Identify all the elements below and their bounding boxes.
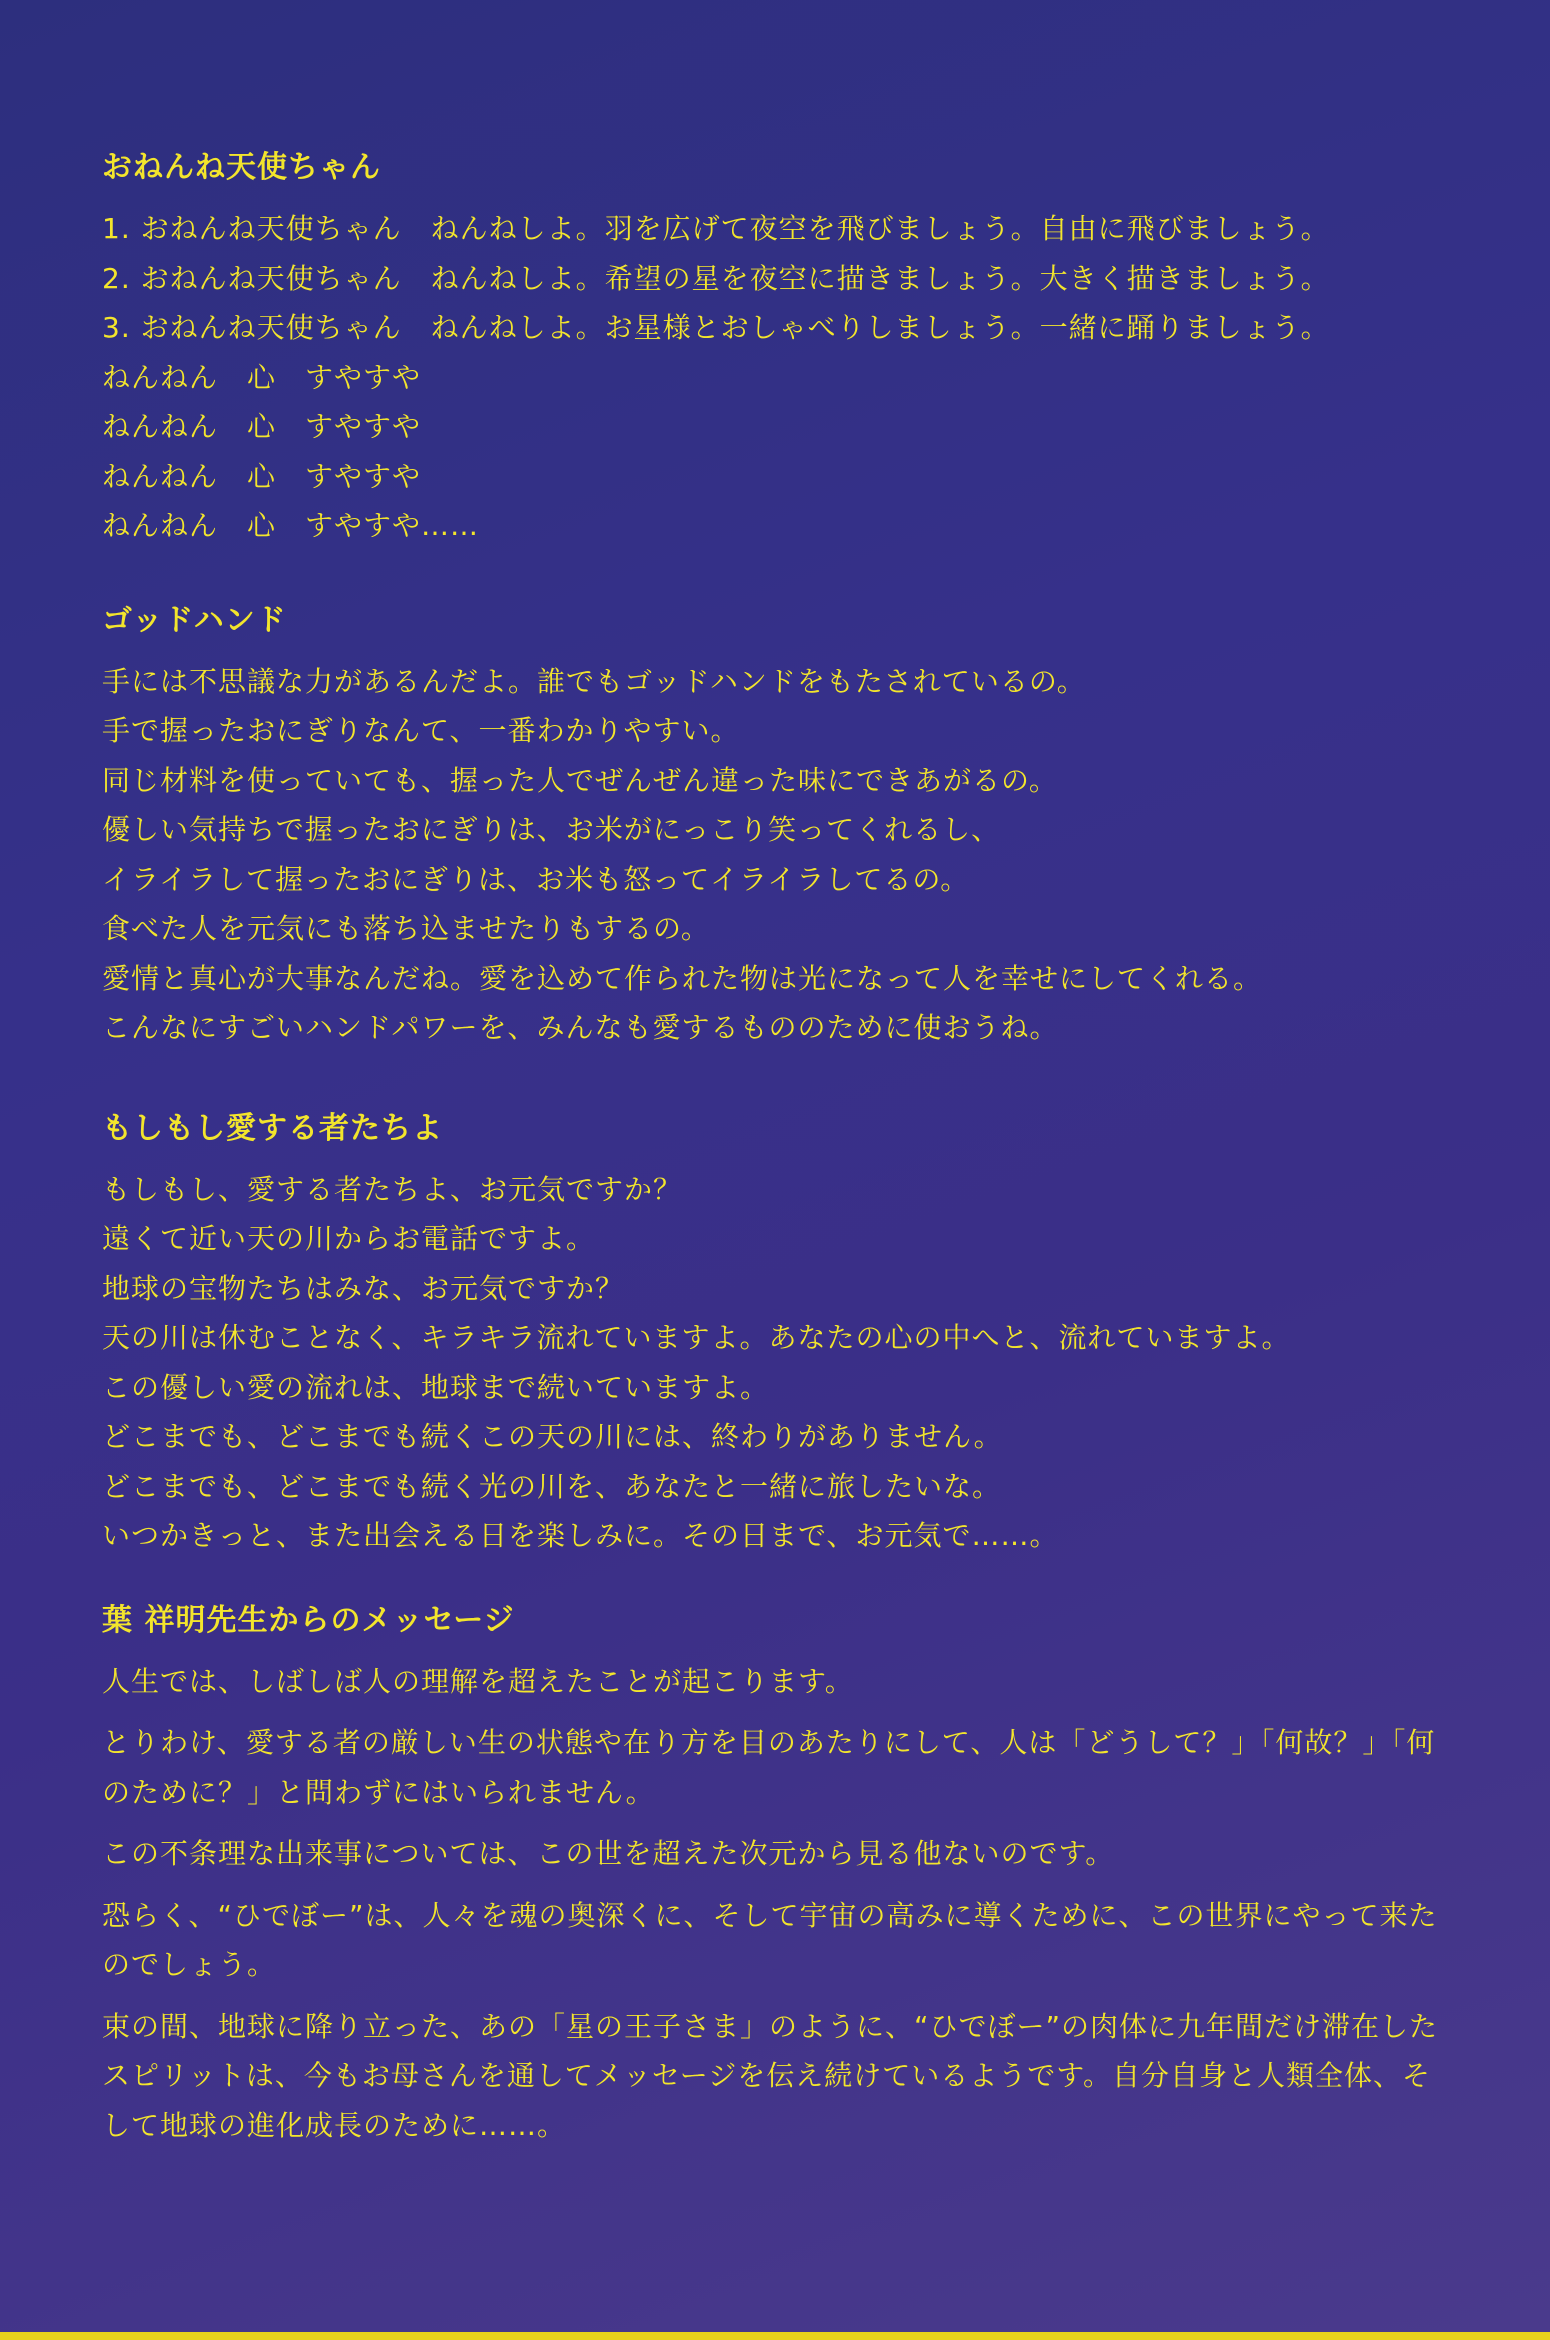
lyric-line: もしもし、愛する者たちよ、お元気ですか？ — [102, 1172, 683, 1206]
message-paragraph: 恐らく、“ひでぼー”は、人々を魂の奥深くに、そして宇宙の高みに導くために、この世界にやって来たのでしょう。 — [102, 1898, 1438, 1981]
lyric-line: どこまでも、どこまでも続く光の川を、あなたと一緒に旅したいな。 — [102, 1469, 1002, 1503]
section-spacer — [102, 551, 1442, 603]
lyric-line: 3. おねんね天使ちゃん ねんねしよ。お星様とおしゃべりしましょう。一緒に踊りましょう。 — [102, 311, 1330, 344]
lyric-line: ねんねん 心 すやすや…… — [102, 509, 480, 542]
message-paragraph: 人生では、しばしば人の理解を超えたことが起こります。 — [102, 1664, 854, 1698]
message-paragraph: とりわけ、愛する者の厳しい生の状態や在り方を目のあたりにして、人は「どうして？」「何故？」「何のために？」と問わずにはいられません。 — [102, 1726, 1436, 1809]
song-title-moshimoshi: もしもし愛する者たちよ — [102, 1110, 443, 1146]
lyric-line: こんなにすごいハンドパワーを、みんなも愛するもののために使おうね。 — [102, 1011, 1059, 1044]
message-section — [102, 1603, 1442, 2151]
song-onenne — [102, 150, 1442, 551]
message-paragraph: この不条理な出来事については、この世を超えた次元から見る他ないのです。 — [102, 1837, 1115, 1870]
lyric-line: 地球の宝物たちはみな、お元気ですか？ — [102, 1271, 625, 1305]
song-godhand — [102, 603, 1442, 1053]
song-moshimoshi — [102, 1111, 1442, 1561]
message-title: 葉 祥明先生からのメッセージ — [102, 1602, 515, 1638]
lyric-line: この優しい愛の流れは、地球まで続いていますよ。 — [102, 1370, 770, 1404]
lyric-line: 同じ材料を使っていても、握った人でぜんぜん違った味にできあがるの。 — [102, 763, 1058, 797]
lyric-line: ねんねん 心 すやすや — [102, 410, 422, 443]
lyric-line: 食べた人を元気にも落ち込ませたりもするの。 — [102, 912, 710, 945]
lyric-line: いつかきっと、また出会える日を楽しみに。その日まで、お元気で……。 — [102, 1519, 1059, 1552]
lyric-line: 愛情と真心が大事なんだね。愛を込めて作られた物は光になって人を幸せにしてくれる。 — [102, 961, 1263, 995]
lyric-line: どこまでも、どこまでも続くこの天の川には、終わりがありません。 — [102, 1420, 1003, 1453]
song-title-godhand: ゴッドハンド — [102, 602, 287, 638]
lyric-line: 2. おねんね天使ちゃん ねんねしよ。希望の星を夜空に描きましょう。大きく描きましょう。 — [102, 261, 1330, 295]
lyric-line: 優しい気持ちで握ったおにぎりは、お米がにっこり笑ってくれるし、 — [102, 813, 1001, 846]
lyric-line: ねんねん 心 すやすや — [102, 360, 422, 394]
lyric-line: 1. おねんね天使ちゃん ねんねしよ。羽を広げて夜空を飛びましょう。自由に飛びましょう。 — [102, 212, 1330, 245]
lyric-line: イライラして握ったおにぎりは、お米も怒ってイライラしてるの。 — [102, 862, 970, 896]
section-spacer — [102, 1561, 1442, 1603]
song-title-onenne: おねんね天使ちゃん — [102, 150, 381, 185]
message-paragraph: 束の間、地球に降り立った、あの「星の王子さま」のように、“ひでぼー”の肉体に九年間だけ滞在したスピリットは、今もお母さんを通してメッセージを伝え続けているようです。自分自身と人類全体、そして地球の進化成長のために……。 — [102, 2009, 1439, 2142]
lyric-line: ねんねん 心 すやすや — [102, 459, 422, 493]
lyric-line: 手で握ったおにぎりなんて、一番わかりやすい。 — [102, 714, 740, 747]
page-content — [102, 150, 1442, 2162]
lyric-line: 手には不思議な力があるんだよ。誰でもゴッドハンドをもたされているの。 — [102, 664, 1086, 698]
bottom-color-bar — [0, 2332, 1550, 2340]
section-spacer — [102, 1053, 1442, 1111]
lyric-line: 遠くて近い天の川からお電話ですよ。 — [102, 1222, 596, 1255]
lyric-line: 天の川は休むことなく、キラキラ流れていますよ。あなたの心の中へと、流れていますよ。 — [102, 1321, 1291, 1354]
